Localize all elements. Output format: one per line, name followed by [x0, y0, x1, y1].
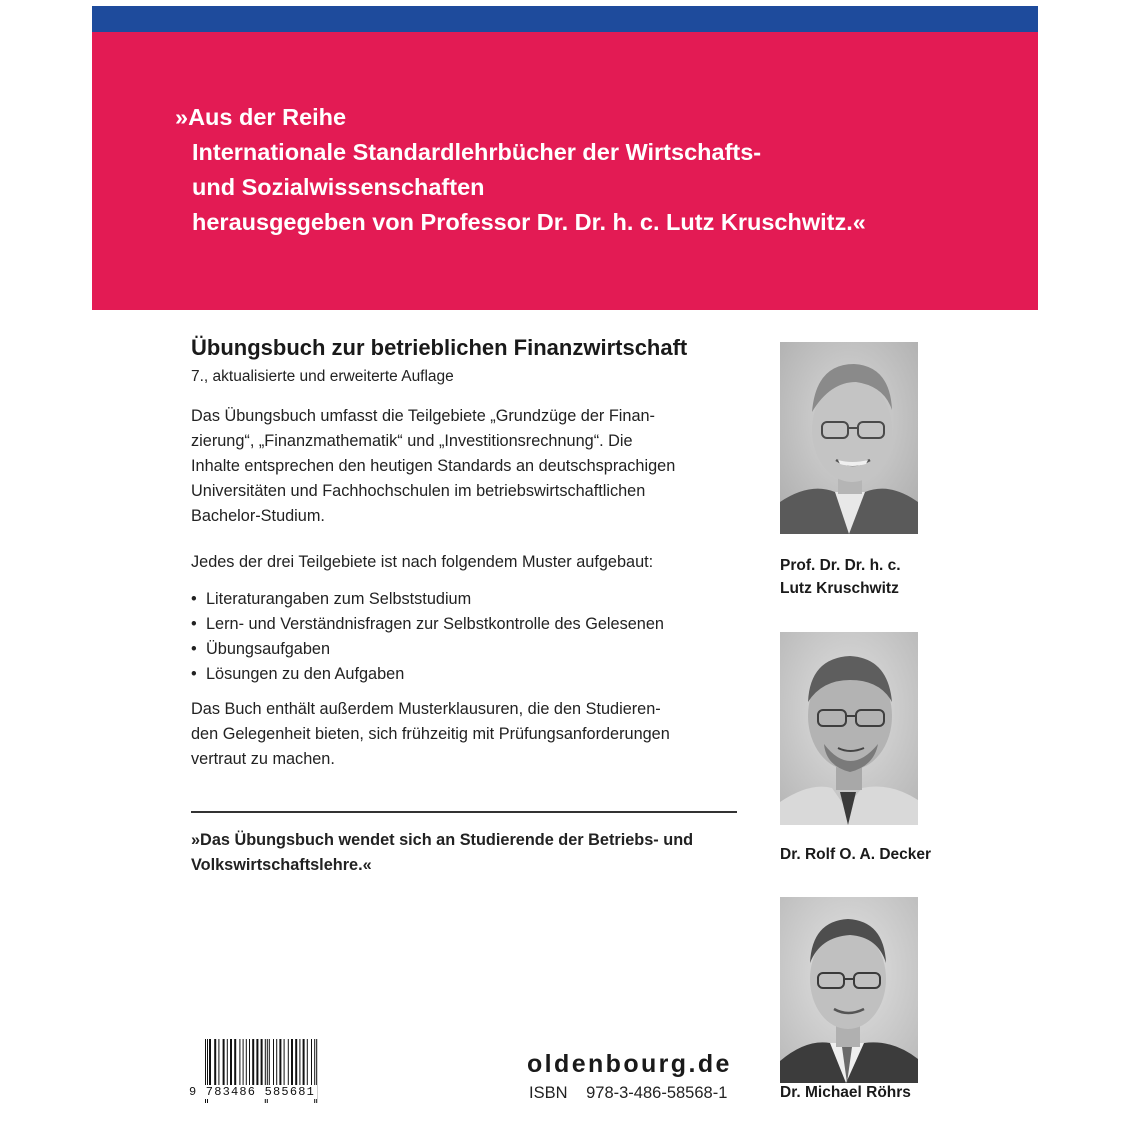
isbn-line	[529, 1084, 727, 1103]
target-audience-statement	[191, 828, 693, 878]
author-caption-decker: Dr. Rolf O. A. Decker	[780, 846, 932, 863]
target-line-1: »Das Übungsbuch wendet sich an Studierende der Betriebs- und	[191, 831, 694, 849]
intro-line: Universitäten und Fachhochschulen im betriebswirtschaftlichen	[191, 482, 646, 500]
isbn-number: 978-3-486-58568-1	[586, 1084, 728, 1102]
author-caption-kruschwitz	[780, 554, 901, 600]
list-item: • Lern- und Verständnisfragen zur Selbstkontrolle des Gelesenen	[191, 612, 737, 637]
list-item: • Übungsaufgaben	[191, 637, 737, 662]
publisher-url: oldenbourg.de	[527, 1050, 732, 1078]
top-blue-bar	[92, 6, 1038, 32]
exam-line: den Gelegenheit bieten, sich frühzeitig mit Prüfungsanforderungen	[191, 725, 670, 743]
intro-line: Das Übungsbuch umfasst die Teilgebiete „Grundzüge der Finan-	[191, 407, 655, 425]
barcode-digits: 9 783486 585681	[189, 1085, 316, 1099]
exam-paragraph	[191, 697, 737, 772]
series-line-3: und Sozialwissenschaften	[192, 174, 485, 200]
intro-line: Bachelor-Studium.	[191, 507, 325, 525]
isbn-label: ISBN	[529, 1084, 568, 1102]
author-caption-roehrs: Dr. Michael Röhrs	[780, 1084, 911, 1101]
book-description	[191, 332, 737, 772]
list-item: • Lösungen zu den Aufgaben	[191, 662, 737, 687]
structure-list	[191, 587, 737, 687]
exam-line: vertraut zu machen.	[191, 750, 335, 768]
author-photo-decker	[780, 632, 918, 825]
series-line-2: Internationale Standardlehrbücher der Wirtschafts-	[192, 139, 762, 165]
structure-intro: Jedes der drei Teilgebiete ist nach folgendem Muster aufgebaut:	[191, 553, 654, 571]
series-line-1: »Aus der Reihe	[175, 104, 347, 130]
author-photo-roehrs	[780, 897, 918, 1083]
caption-line: Prof. Dr. Dr. h. c.	[780, 557, 901, 574]
target-line-2: Volkswirtschaftslehre.«	[191, 856, 372, 874]
series-line-4: herausgegeben von Professor Dr. Dr. h. c. Lutz Kruschwitz.«	[192, 209, 866, 235]
divider-line	[191, 811, 737, 813]
intro-line: zierung“, „Finanzmathematik“ und „Investitionsrechnung“. Die	[191, 432, 633, 450]
caption-line: Lutz Kruschwitz	[780, 580, 899, 597]
series-statement	[175, 100, 866, 240]
author-photo-kruschwitz	[780, 342, 918, 534]
edition-note: 7., aktualisierte und erweiterte Auflage	[191, 368, 454, 385]
intro-line: Inhalte entsprechen den heutigen Standards an deutschsprachigen	[191, 457, 676, 475]
list-item: • Literaturangaben zum Selbststudium	[191, 587, 737, 612]
book-title: Übungsbuch zur betrieblichen Finanzwirtschaft	[191, 335, 688, 360]
exam-line: Das Buch enthält außerdem Musterklausuren, die den Studieren-	[191, 700, 661, 718]
intro-paragraph	[191, 404, 737, 529]
